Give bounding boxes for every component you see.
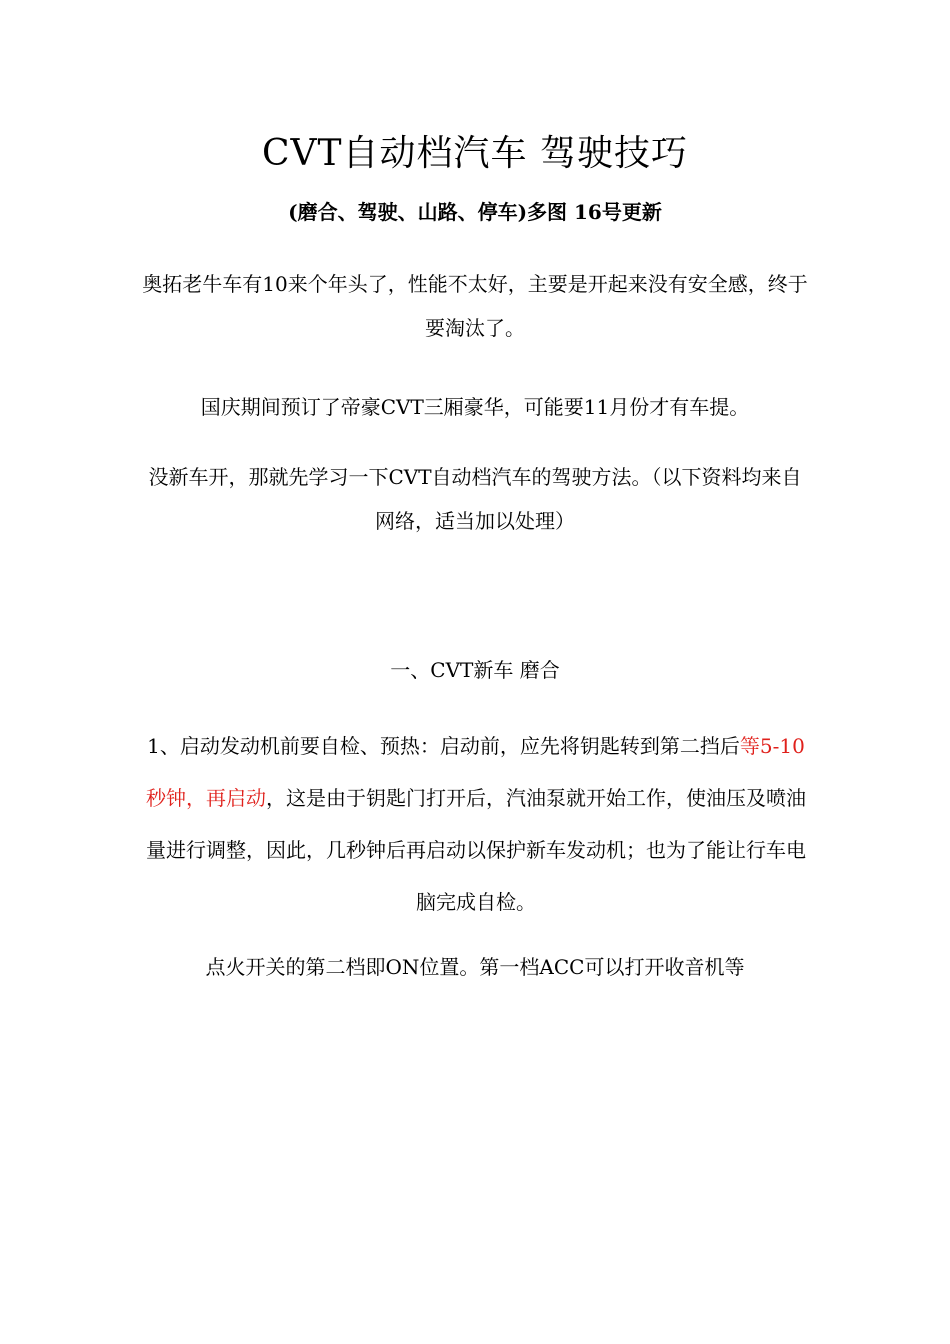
intro-paragraph-3: 没新车开，那就先学习一下CVT自动档汽车的驾驶方法。（以下资料均来自网络，适当加以处理） (148, 465, 802, 533)
section-item-1 (138, 720, 814, 928)
item-1-highlight: 等5-10秒钟，再启动 (146, 734, 805, 810)
intro-paragraph-2: 国庆期间预订了帝豪CVT三厢豪华，可能要11月份才有车提。 (200, 395, 750, 419)
section-heading: 一、CVT新车 磨合 (390, 658, 560, 682)
item-1-text-start: 1、启动发动机前要自检、预热：启动前，应先将钥匙转到第二挡后 (147, 734, 740, 758)
intro-paragraph-1: 奥拓老牛车有10来个年头了，性能不太好，主要是开起来没有安全感，终于要淘汰了。 (142, 272, 808, 340)
section-note: 点火开关的第二档即ON位置。第一档ACC可以打开收音机等 (205, 955, 745, 979)
document-subtitle: (磨合、驾驶、山路、停车)多图 16号更新 (288, 200, 662, 224)
item-1-text-end: ，这是由于钥匙门打开后，汽油泵就开始工作，使油压及喷油量进行调整，因此，几秒钟后再启动以保护新车发动机；也为了能让行车电脑完成自检。 (146, 786, 806, 914)
document-title: CVT自动档汽车 驾驶技巧 (262, 133, 688, 174)
